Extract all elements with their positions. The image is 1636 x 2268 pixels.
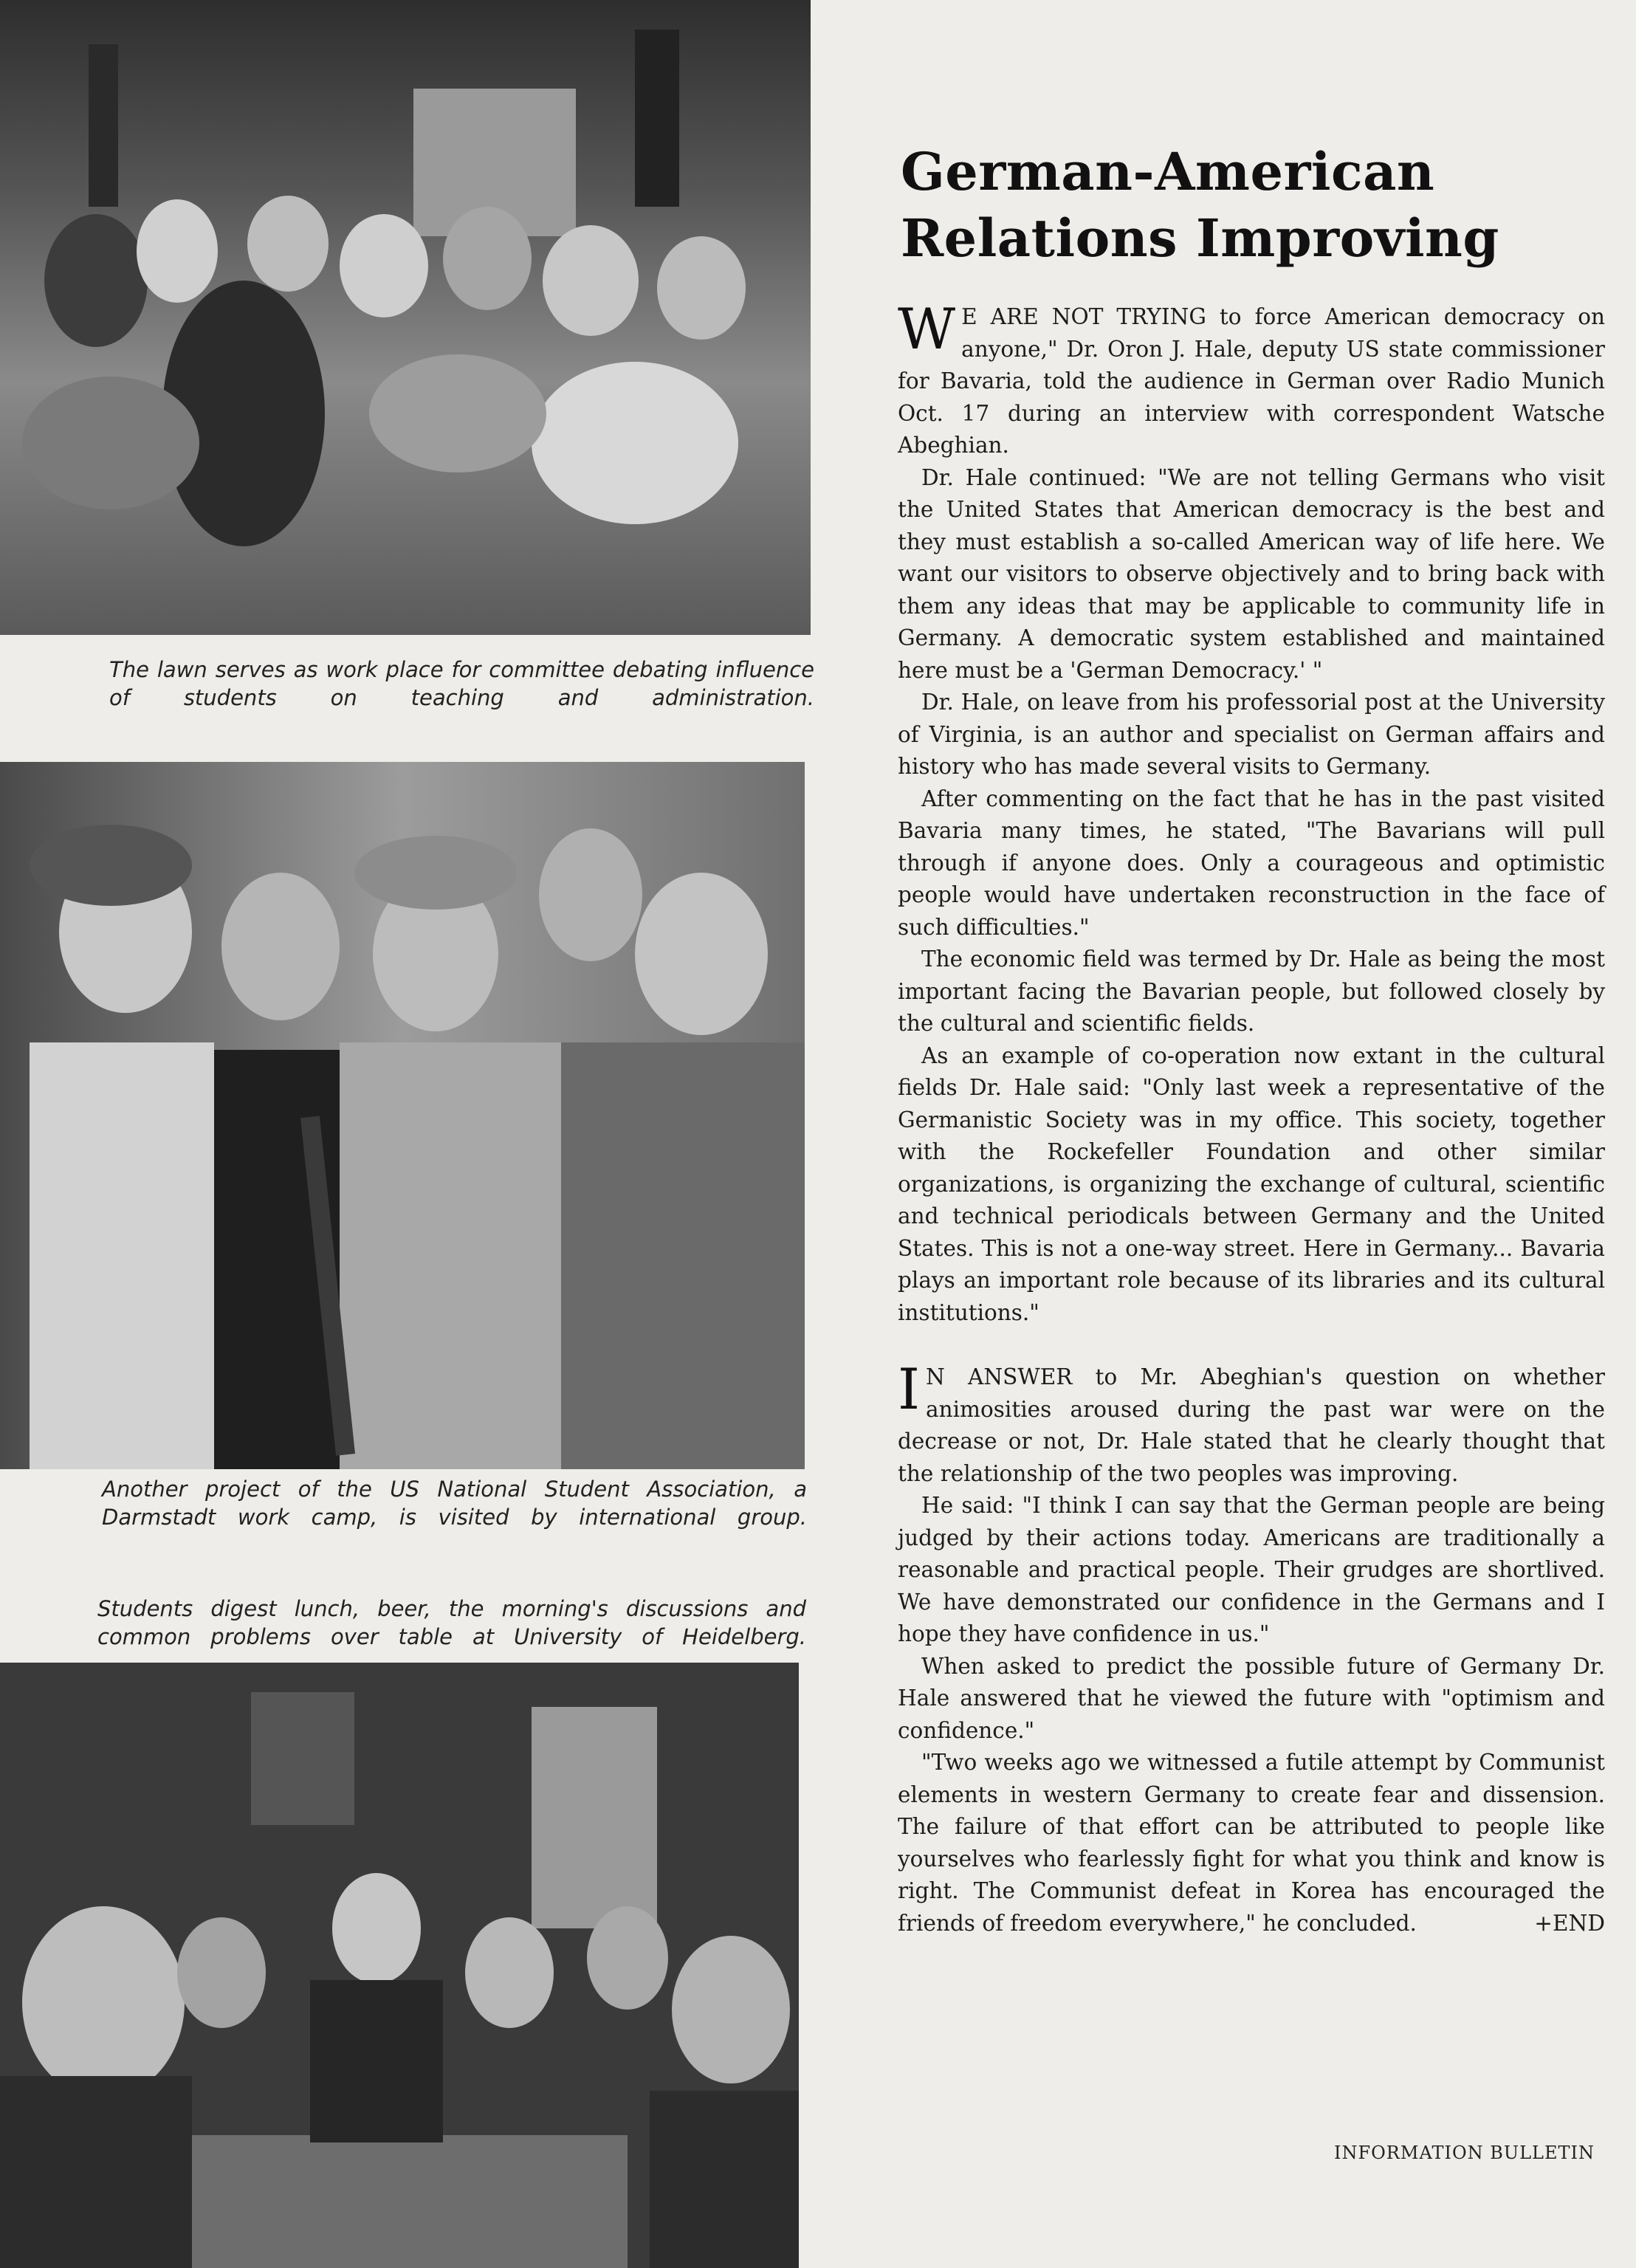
photo-heidelberg-table xyxy=(0,1663,799,2268)
article-paragraph: The economic field was termed by Dr. Hale as being the most important facing the Bavarian people, but followed closely by the cultural and scientific fields. xyxy=(898,946,1605,1036)
article-paragraph: "Two weeks ago we witnessed a futile attempt by Communist elements in western Germany to create fear and dissension. The failure of that effort can be attributed to people like yourselves who fearlessly fight for what you think and know is right. The Communist defeat in Korea has encouraged the friends of freedom everywhere," he concluded. +END xyxy=(898,1747,1605,1939)
article-body xyxy=(898,296,1605,1939)
photo-lawn-committee xyxy=(0,0,811,635)
article-paragraph: He said: "I think I can say that the German people are being judged by their actions today. Americans are traditionally a reasonable and practical people. Their grudges are shortlived. We have demonstrated our confidence in the Germans and I hope they have confidence in us." xyxy=(898,1493,1605,1646)
article-lead-paragraph: W E ARE NOT TRYING to force American democracy on anyone," Dr. Oron J. Hale, deputy US state commissioner for Bavaria, told the audience in German over Radio Munich Oct. 17 during an interview with correspondent Watsche Abeghian. xyxy=(898,296,1605,458)
photo-caption: Another project of the US National Student Association, a Darmstadt work camp, is visited by international group. xyxy=(102,1477,807,1530)
drop-cap: W xyxy=(898,296,956,362)
photo-caption: Students digest lunch, beer, the morning's discussions and common problems over table at University of Heidelberg. xyxy=(97,1596,806,1649)
end-mark: +END xyxy=(1534,1910,1605,1936)
article-paragraph: Dr. Hale continued: "We are not telling Germans who visit the United States that American democracy is the best and they must establish a so-called American way of life here. We want our visitors to observe objectively and to bring back with them any ideas that may be applicable to community life in Germany. A democratic system established and maintained here must be a 'German Democracy.' " xyxy=(898,464,1605,683)
article-paragraph: When asked to predict the possible future of Germany Dr. Hale answered that he viewed the future with "optimism and confidence." xyxy=(898,1653,1605,1743)
article-paragraph: As an example of co-operation now extant in the cultural fields Dr. Hale said: "Only last week a representative of the Germanistic Society was in my office. This society, together with the Rockefeller Foundation and other similar organizations, is organizing the exchange of cultural, scientific and technical periodicals between Germany and the United States. This is not a one-way street. Here in Germany... Bavaria plays an important role because of its libraries and its cultural institutions." xyxy=(898,1042,1605,1325)
photo-work-camp xyxy=(0,762,805,1469)
article-paragraph: After commenting on the fact that he has in the past visited Bavaria many times, he stated, "The Bavarians will pull through if anyone does. Only a courageous and optimistic people would have undertaken reconstruction in the face of such difficulties." xyxy=(898,786,1605,940)
article-section-paragraph: I N ANSWER to Mr. Abeghian's question on whether animosities aroused during the past war were on the decrease or not, Dr. Hale stated that he clearly thought that the relationship of the two peoples was improving. xyxy=(898,1356,1605,1486)
publication-footer: INFORMATION BULLETIN xyxy=(1333,2142,1595,2163)
photo-caption: The lawn serves as work place for committee debating influence of students on teaching and administration. xyxy=(109,657,814,710)
article-paragraph: Dr. Hale, on leave from his professorial post at the University of Virginia, is an author and specialist on German affairs and history who has made several visits to Germany. xyxy=(898,690,1605,779)
article-title: German-American Relations Improving xyxy=(901,141,1499,269)
drop-cap: I xyxy=(898,1356,921,1422)
